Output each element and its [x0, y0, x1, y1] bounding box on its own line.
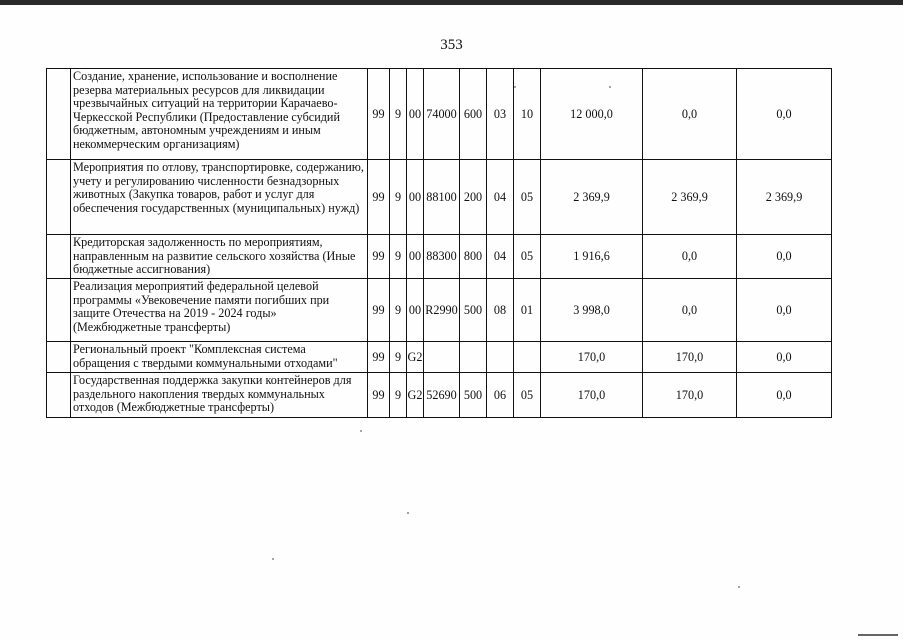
description-cell: Кредиторская задолженность по мероприятиям, направленным на развитие сельского хозяйства (Иные бюджетные ассигнования): [71, 235, 368, 279]
amount-cell: 170,0: [643, 373, 737, 418]
scan-speck: [360, 430, 362, 432]
code-cell: 9: [390, 160, 407, 235]
code-cell: 9: [390, 373, 407, 418]
code-cell: 99: [368, 235, 390, 279]
code-cell: 05: [514, 235, 541, 279]
code-cell: R2990: [424, 279, 460, 342]
amount-cell: 12 000,0: [541, 69, 643, 160]
scan-edge-mark: [858, 634, 898, 636]
description-cell: Региональный проект "Комплексная система обращения с твердыми коммунальными отходами": [71, 342, 368, 373]
code-cell: 99: [368, 160, 390, 235]
amount-cell: 2 369,9: [643, 160, 737, 235]
scan-speck: [407, 512, 409, 514]
top-rule: [0, 0, 903, 5]
code-cell: [487, 342, 514, 373]
code-cell: 9: [390, 69, 407, 160]
amount-cell: 0,0: [737, 342, 832, 373]
amount-cell: 0,0: [643, 235, 737, 279]
code-cell: 88300: [424, 235, 460, 279]
amount-cell: 0,0: [643, 279, 737, 342]
code-cell: 52690: [424, 373, 460, 418]
table-row: [47, 279, 832, 342]
code-cell: 9: [390, 235, 407, 279]
amount-cell: 2 369,9: [737, 160, 832, 235]
table-row: [47, 235, 832, 279]
code-cell: 74000: [424, 69, 460, 160]
code-cell: 9: [390, 279, 407, 342]
code-cell: 01: [514, 279, 541, 342]
description-cell: Мероприятия по отлову, транспортировке, содержанию, учету и регулированию численности безнадзорных животных (Закупка товаров, работ и услуг для обеспечения государственных (муниципальных) нужд): [71, 160, 368, 235]
page-number: 353: [440, 37, 463, 53]
amount-cell: 170,0: [541, 342, 643, 373]
amount-cell: 3 998,0: [541, 279, 643, 342]
amount-cell: 170,0: [541, 373, 643, 418]
code-cell: [424, 342, 460, 373]
code-cell: 04: [487, 160, 514, 235]
code-cell: G2: [407, 342, 424, 373]
table-body: [47, 69, 832, 418]
amount-cell: 1 916,6: [541, 235, 643, 279]
code-cell: 500: [460, 279, 487, 342]
scan-speck: [272, 558, 274, 560]
code-cell: 03: [487, 69, 514, 160]
code-cell: 05: [514, 373, 541, 418]
code-cell: 9: [390, 342, 407, 373]
code-cell: 99: [368, 279, 390, 342]
description-cell: Реализация мероприятий федеральной целевой программы «Увековечение памяти погибших при защите Отечества на 2019 - 2024 годы» (Межбюджетные трансферты): [71, 279, 368, 342]
table-row: [47, 342, 832, 373]
code-cell: 99: [368, 373, 390, 418]
budget-table: [46, 68, 832, 418]
code-cell: 800: [460, 235, 487, 279]
code-cell: 88100: [424, 160, 460, 235]
code-cell: 06: [487, 373, 514, 418]
scan-speck: [738, 586, 740, 588]
code-cell: 00: [407, 160, 424, 235]
blank-cell: [47, 235, 71, 279]
amount-cell: 0,0: [737, 69, 832, 160]
scan-speck: [609, 86, 611, 88]
code-cell: 600: [460, 69, 487, 160]
amount-cell: 0,0: [737, 373, 832, 418]
code-cell: 200: [460, 160, 487, 235]
code-cell: 99: [368, 69, 390, 160]
blank-cell: [47, 342, 71, 373]
code-cell: 99: [368, 342, 390, 373]
code-cell: 00: [407, 235, 424, 279]
amount-cell: 170,0: [643, 342, 737, 373]
description-cell: Государственная поддержка закупки контейнеров для раздельного накопления твердых коммунальных отходов (Межбюджетные трансферты): [71, 373, 368, 418]
blank-cell: [47, 160, 71, 235]
amount-cell: 2 369,9: [541, 160, 643, 235]
scan-speck: [514, 86, 516, 88]
blank-cell: [47, 279, 71, 342]
amount-cell: 0,0: [737, 279, 832, 342]
amount-cell: 0,0: [643, 69, 737, 160]
table-row: [47, 373, 832, 418]
amount-cell: 0,0: [737, 235, 832, 279]
code-cell: 10: [514, 69, 541, 160]
code-cell: G2: [407, 373, 424, 418]
blank-cell: [47, 373, 71, 418]
code-cell: 00: [407, 69, 424, 160]
blank-cell: [47, 69, 71, 160]
table-row: [47, 160, 832, 235]
code-cell: 04: [487, 235, 514, 279]
table-row: [47, 69, 832, 160]
code-cell: [460, 342, 487, 373]
code-cell: 00: [407, 279, 424, 342]
description-cell: Создание, хранение, использование и восполнение резерва материальных ресурсов для ликвидации чрезвычайных ситуаций на территории Карачаево-Черкесской Республики (Предоставление субсидий бюджетным, автономным учреждениям и иным некоммерческим организациям): [71, 69, 368, 160]
code-cell: 500: [460, 373, 487, 418]
code-cell: [514, 342, 541, 373]
code-cell: 05: [514, 160, 541, 235]
code-cell: 08: [487, 279, 514, 342]
